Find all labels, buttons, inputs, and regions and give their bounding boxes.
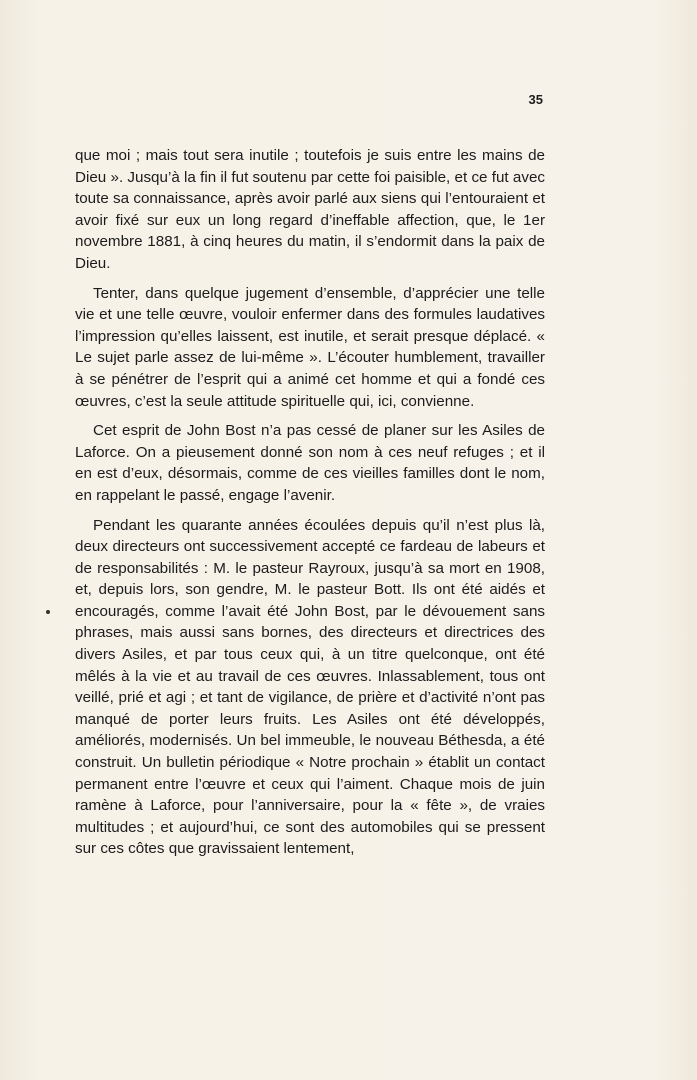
paragraph-2: Tenter, dans quelque jugement d’ensemble, d’apprécier une telle vie et une telle œuvre, vouloir enfermer dans des formules laudatives l’impression qu’elles laissent, est inutile, et serait presque déplacé. « Le sujet parle assez de lui-même ». L’écouter humblement, travailler à se pénétrer de l’esprit qui a animé cet homme et qui a fondé ces œuvres, c’est la seule attitude spirituelle qui, ici, convienne. (75, 284, 545, 410)
paragraph-1: que moi ; mais tout sera inutile ; toutefois je suis entre les mains de Dieu ». Jusqu’à la fin il fut soutenu par cette foi paisible, et ce fut avec toute sa connaissance, après avoir parlé aux siens qui l’entouraient et avoir fixé sur eux un long regard d’ineffable affection, que, le 1er novembre 1881, à cinq heures du matin, il s’endormit dans la paix de Dieu. (75, 147, 545, 272)
paragraph-4: Pendant les quarante années écoulées depuis qu’il n’est plus là, deux directeurs ont successivement accepté ce fardeau de labeurs et de responsabilités : M. le pasteur Rayroux, jusqu’à sa mort en 1908, et, depuis lors, son gendre, M. le pasteur Bott. Ils ont été aidés et encouragés, comme l’avait été John Bost, par le dévouement sans phrases, mais aussi sans bornes, des directeurs et directrices des divers Asiles, et par tous ceux qui, à un titre quelconque, ont été mêlés à la vie et au travail de ces œuvres. Inlassablement, tous ont veillé, prié et agi ; et tant de vigilance, de prière et d’activité n’ont pas manqué de porter leurs fruits. Les Asiles ont été développés, améliorés, modernisés. Un bel immeuble, le nouveau Béthesda, a été construit. Un bulletin périodique « Notre prochain » établit un contact permanent entre l’œuvre et ceux qui l’aiment. Chaque mois de juin ramène à Laforce, pour l’anniversaire, pour la « fête », de vraies multitudes ; et aujourd’hui, ce sont des automobiles qui se pressent sur ces côtes que gravissaient lentement, (75, 516, 545, 858)
paragraph-3: Cet esprit de John Bost n’a pas cessé de planer sur les Asiles de Laforce. On a pieusement donné son nom à ces neuf refuges ; et il en est d’eux, désormais, comme de ces vieilles familles dont le nom, en rappelant le passé, engage l’avenir. (75, 422, 545, 504)
body-text (75, 145, 545, 860)
page-number: 35 (528, 92, 543, 107)
margin-dot (46, 610, 50, 614)
